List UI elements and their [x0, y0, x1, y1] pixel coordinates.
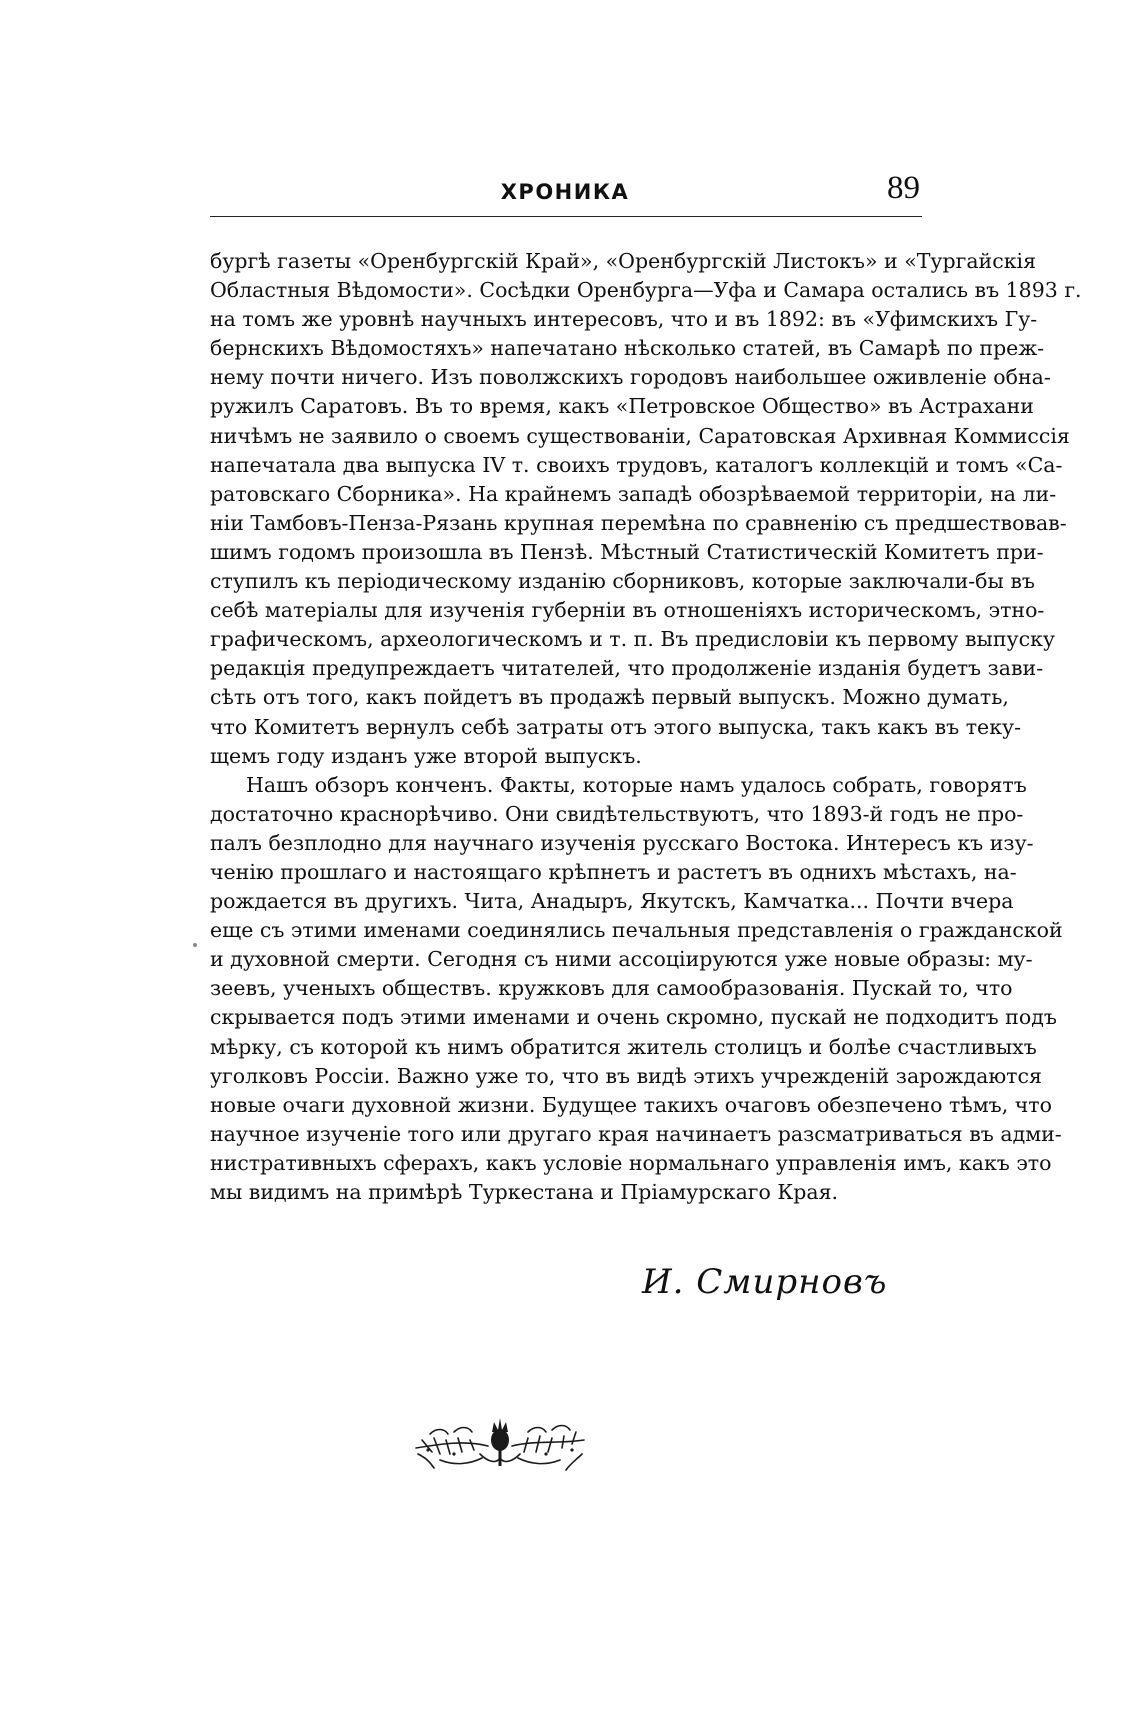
text-line: ничѣмъ не заявило о своемъ существованіи, Саратовская Архивная Коммиссія	[210, 423, 1070, 448]
body-text	[210, 247, 1082, 1207]
running-head	[210, 170, 920, 214]
text-line: на томъ же уровнѣ научныхъ интересовъ, что и въ 1892: въ «Уфимскихъ Гу-	[210, 307, 1038, 332]
text-line: ступилъ къ періодическому изданію сборниковъ, которые заключали-бы въ	[210, 569, 1035, 594]
text-line: нистративныхъ сферахъ, какъ условіе нормальнаго управленія имъ, какъ это	[210, 1150, 1052, 1175]
paragraph-end-line: щемъ году изданъ уже второй выпускъ.	[210, 743, 642, 768]
text-line: бернскихъ Вѣдомостяхъ» напечатано нѣсколько статей, въ Самарѣ по преж-	[210, 336, 1045, 361]
text-line: графическомъ, археологическомъ и т. п. Въ предисловіи къ первому выпуску	[210, 627, 1055, 652]
text-line: скрывается подъ этими именами и очень скромно, пускай не подходитъ подъ	[210, 1005, 1057, 1030]
paragraph-start-line: Нашъ обзоръ конченъ. Факты, которые намъ удалось собрать, говорятъ	[246, 772, 1027, 797]
text-line: что Комитетъ вернулъ себѣ затраты отъ этого выпуска, такъ какъ въ теку-	[210, 714, 1021, 739]
text-line: мѣрку, съ которой къ нимъ обратится житель столицъ и болѣе счастливыхъ	[210, 1034, 1037, 1059]
text-line: ченію прошлаго и настоящаго крѣпнетъ и растетъ въ однихъ мѣстахъ, на-	[210, 859, 1017, 884]
text-line: достаточно краснорѣчиво. Они свидѣтельствуютъ, что 1893-й годъ не про-	[210, 801, 1024, 826]
text-line: ружилъ Саратовъ. Въ то время, какъ «Петровское Общество» въ Астрахани	[210, 394, 1034, 419]
text-line: новые очаги духовной жизни. Будущее такихъ очаговъ обезпечено тѣмъ, что	[210, 1092, 1052, 1117]
text-line: шимъ годомъ произошла въ Пензѣ. Мѣстный Статистическій Комитетъ при-	[210, 539, 1044, 564]
text-line: уголковъ Россіи. Важно уже то, что въ видѣ этихъ учрежденій зарождаются	[210, 1063, 1042, 1088]
text-line: редакція предупреждаетъ читателей, что продолженіе изданія будетъ зави-	[210, 656, 1044, 681]
text-line: нему почти ничего. Изъ поволжскихъ городовъ наибольшее оживленіе обна-	[210, 365, 1051, 390]
paragraph-end-line: мы видимъ на примѣрѣ Туркестана и Пріамурскаго Края.	[210, 1180, 839, 1204]
running-title: ХРОНИКА	[500, 180, 630, 204]
header-rule	[210, 216, 922, 217]
text-line: себѣ матеріалы для изученія губерніи въ отношеніяхъ историческомъ, этно-	[210, 598, 1045, 623]
author-signature: И. Смирновъ	[642, 1262, 888, 1302]
text-line: и духовной смерти. Сегодня съ ними ассоціируются уже новые образы: му-	[210, 947, 1033, 972]
text-line: ніи Тамбовъ-Пенза-Рязань крупная перемѣна по сравненію съ предшествовав-	[210, 510, 1067, 535]
text-line: Областныя Вѣдомости». Сосѣдки Оренбурга—Уфа и Самара остались въ 1893 г.	[210, 278, 1082, 303]
text-line: ратовскаго Сборника». На крайнемъ западѣ обозрѣваемой территоріи, на ли-	[210, 481, 1057, 506]
page-number: 89	[887, 170, 920, 206]
text-line: зеевъ, ученыхъ обществъ. кружковъ для самообразованія. Пускай то, что	[210, 976, 1013, 1001]
text-line: еще съ этими именами соединялись печальныя представленія о гражданской	[210, 918, 1063, 943]
text-line: научное изученіе того или другаго края начинаетъ разсматриваться въ адми-	[210, 1121, 1062, 1146]
margin-speck	[193, 943, 197, 947]
text-line: сѣть отъ того, какъ пойдетъ въ продажѣ первый выпускъ. Можно думать,	[210, 685, 1009, 710]
text-line: палъ безплодно для научнаго изученія русскаго Востока. Интересъ къ изу-	[210, 830, 1034, 855]
floral-tailpiece-icon	[410, 1410, 590, 1476]
text-line: напечатала два выпуска IV т. своихъ трудовъ, каталогъ коллекцій и томъ «Са-	[210, 452, 1063, 477]
text-line: рождается въ другихъ. Чита, Анадыръ, Якутскъ, Камчатка... Почти вчера	[210, 889, 1014, 914]
text-line: бургѣ газеты «Оренбургскій Край», «Оренбургскій Листокъ» и «Тургайскія	[210, 249, 1037, 273]
